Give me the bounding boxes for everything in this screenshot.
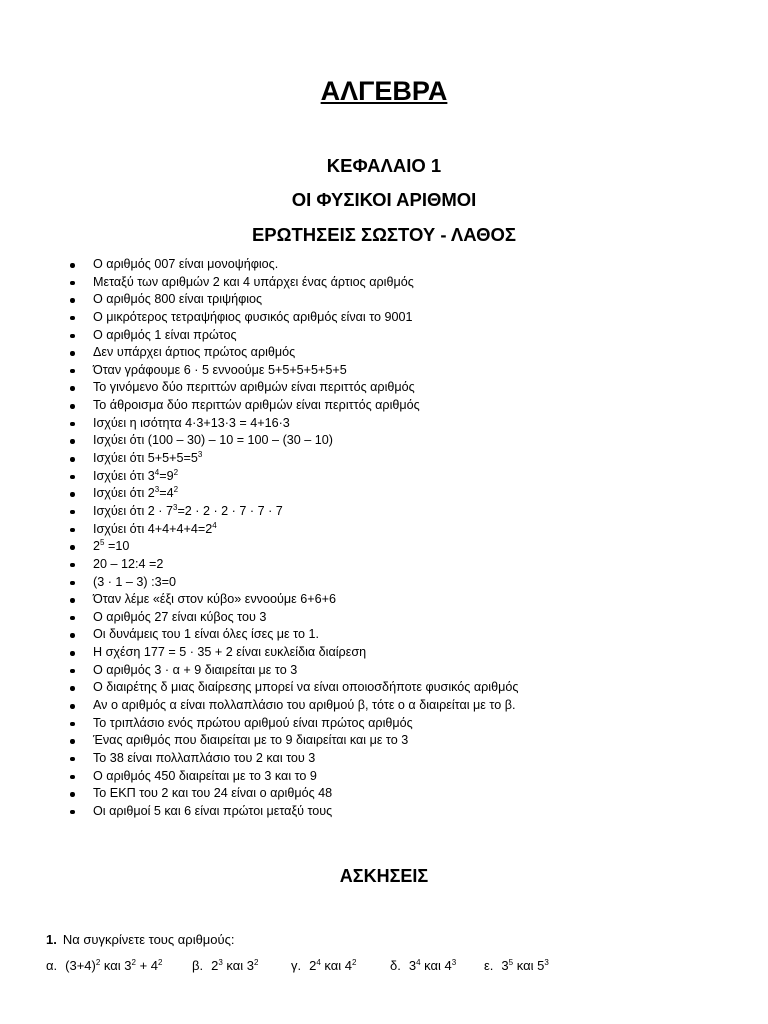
option-text: 3 [501, 958, 509, 973]
option-exponent: 3 [451, 958, 457, 967]
option-text: και 5 [513, 958, 545, 973]
bullet-icon [70, 475, 75, 480]
statement-exponent: 3 [172, 502, 178, 512]
statement-item [70, 291, 750, 309]
bullet-icon [70, 616, 75, 621]
bullet-icon [70, 492, 75, 497]
statement-text: Το τριπλάσιο ενός πρώτου αριθμού είναι πρώτος αριθμός [93, 715, 413, 730]
bullet-icon [70, 369, 75, 374]
statement-exponent: 2 [173, 467, 179, 477]
statement-item [70, 574, 750, 592]
exercise-option [46, 958, 162, 973]
exercise-option [390, 958, 456, 973]
option-label: ε. [484, 958, 494, 973]
statement-item [70, 803, 750, 821]
option-text: και 3 [100, 958, 132, 973]
bullet-icon [70, 563, 75, 568]
bullet-icon [70, 386, 75, 391]
bullet-icon [70, 775, 75, 780]
statement-text: Ισχύει ότι 4+4+4+4=2 [93, 521, 213, 536]
bullet-icon [70, 422, 75, 427]
statement-text: Ο διαιρέτης δ μιας διαίρεσης μπορεί να είναι οποιοσδήποτε φυσικός αριθμός [93, 680, 519, 695]
chapter-heading: ΚΕΦΑΛΑΙΟ 1 [326, 155, 442, 176]
statement-text: Το άθροισμα δύο περιττών αριθμών είναι περιττός αριθμός [93, 398, 420, 413]
statement-item [70, 697, 750, 715]
statement-item [70, 485, 750, 503]
option-text: 2 [309, 958, 317, 973]
option-label: γ. [291, 958, 302, 973]
statement-text: Οι αριθμοί 5 και 6 είναι πρώτοι μεταξύ τους [93, 803, 333, 818]
option-text: 3 [408, 958, 417, 973]
statement-text: Ισχύει ότι 3 [93, 468, 155, 483]
statement-text: (3 · 1 – 3) :3=0 [93, 574, 176, 589]
option-text: και 4 [420, 958, 452, 973]
statement-item [70, 750, 750, 768]
statement-text: 2 [93, 539, 101, 554]
statement-item [70, 362, 750, 380]
statement-item [70, 503, 750, 521]
statement-text: Ο αριθμός 3 · α + 9 διαιρείται με το 3 [93, 662, 298, 677]
statement-text: Το γινόμενο δύο περιττών αριθμών είναι περιττός αριθμός [93, 380, 415, 395]
statement-item [70, 432, 750, 450]
option-exponent: 2 [95, 958, 101, 967]
statement-text: Ο αριθμός 27 είναι κύβος του 3 [93, 609, 267, 624]
exercise-1-prompt [46, 932, 235, 947]
statement-item [70, 327, 750, 345]
statement-text: Όταν γράφουμε 6 · 5 εννοούμε 5+5+5+5+5+5 [93, 362, 347, 377]
option-label: β. [192, 958, 204, 973]
statement-item [70, 344, 750, 362]
true-false-statements-list [70, 256, 750, 821]
bullet-icon [70, 545, 75, 550]
option-exponent: 2 [131, 958, 136, 967]
bullet-icon [70, 298, 75, 303]
statement-item [70, 556, 750, 574]
statement-item [70, 591, 750, 609]
exercise-1-options [46, 958, 746, 978]
statement-exponent: 2 [173, 485, 179, 495]
statement-text: Ο αριθμός 800 είναι τριψήφιος [93, 292, 263, 307]
statement-item [70, 521, 750, 539]
statement-text: Ισχύει ότι 5+5+5=5 [93, 451, 198, 466]
statement-item [70, 379, 750, 397]
statement-exponent: 4 [212, 520, 217, 530]
option-exponent: 3 [218, 958, 223, 967]
option-exponent: 2 [253, 958, 259, 967]
option-exponent: 4 [416, 958, 421, 967]
option-label: α. [46, 958, 58, 973]
statement-item [70, 679, 750, 697]
bullet-icon [70, 651, 75, 656]
option-text: (3+4) [65, 958, 96, 973]
bullet-icon [70, 739, 75, 744]
bullet-icon [70, 581, 75, 586]
option-exponent: 2 [158, 958, 163, 967]
statement-text: Ένας αριθμός που διαιρείται με το 9 διαιρείται και με το 3 [93, 733, 409, 748]
exercise-option [291, 958, 356, 973]
statement-text: =4 [159, 486, 174, 501]
statement-text: Το ΕΚΠ του 2 και του 24 είναι ο αριθμός 48 [93, 786, 333, 801]
option-exponent: 2 [352, 958, 357, 967]
statement-item [70, 732, 750, 750]
bullet-icon [70, 633, 75, 638]
statement-item [70, 715, 750, 733]
statement-text: Ισχύει ότι 2 [93, 486, 155, 501]
option-text: και 3 [222, 958, 254, 973]
bullet-icon [70, 757, 75, 762]
bullet-icon [70, 598, 75, 603]
bullet-icon [70, 686, 75, 691]
statement-text: Δεν υπάρχει άρτιος πρώτος αριθμός [93, 345, 296, 360]
statement-exponent: 3 [197, 450, 203, 460]
statement-item [70, 397, 750, 415]
statement-exponent: 5 [100, 538, 105, 548]
bullet-icon [70, 528, 75, 533]
bullet-icon [70, 669, 75, 674]
bullet-icon [70, 510, 75, 515]
option-text: και 4 [320, 958, 353, 973]
statement-item [70, 256, 750, 274]
bullet-icon [70, 316, 75, 321]
statement-exponent: 3 [154, 485, 160, 495]
statement-text: Ισχύει ότι 2 · 7 [93, 503, 173, 518]
statement-item [70, 415, 750, 433]
bullet-icon [70, 263, 75, 268]
bullet-icon [70, 351, 75, 356]
statement-text: Ο αριθμός 450 διαιρείται με το 3 και το 9 [93, 768, 317, 783]
option-text: 2 [211, 958, 219, 973]
chapter-subject-heading: ΟΙ ΦΥΣΙΚΟΙ ΑΡΙΘΜΟΙ [291, 189, 477, 210]
statement-item [70, 662, 750, 680]
statement-item [70, 538, 750, 556]
statement-item [70, 468, 750, 486]
bullet-icon [70, 704, 75, 709]
statement-item [70, 768, 750, 786]
exercise-prompt-text: Να συγκρίνετε τους αριθμούς: [62, 932, 235, 947]
statement-text: Ισχύει ότι (100 – 30) – 10 = 100 – (30 – 10) [93, 433, 333, 448]
exercise-number: 1. [46, 932, 57, 947]
bullet-icon [70, 439, 75, 444]
statement-text: Η σχέση 177 = 5 · 35 + 2 είναι ευκλείδια διαίρεση [93, 645, 367, 660]
statement-text: =2 · 2 · 2 · 7 · 7 · 7 [177, 503, 283, 518]
exercises-heading: ΑΣΚΗΣΕΙΣ [339, 866, 429, 886]
statement-text: Μεταξύ των αριθμών 2 και 4 υπάρχει ένας άρτιος αριθμός [93, 274, 414, 289]
option-text: + 4 [135, 958, 159, 973]
bullet-icon [70, 792, 75, 797]
document-title: ΑΛΓΕΒΡΑ [320, 76, 448, 106]
bullet-icon [70, 810, 75, 815]
option-exponent: 3 [544, 958, 549, 967]
statement-item [70, 609, 750, 627]
bullet-icon [70, 457, 75, 462]
exercise-option [484, 958, 549, 973]
option-label: δ. [390, 958, 401, 973]
statement-text: 20 – 12:4 =2 [93, 556, 164, 571]
statement-item [70, 309, 750, 327]
option-exponent: 5 [508, 958, 514, 967]
section-heading: ΕΡΩΤΗΣΕΙΣ ΣΩΣΤΟΥ - ΛΑΘΟΣ [251, 224, 517, 245]
statement-text: Το 38 είναι πολλαπλάσιο του 2 και του 3 [93, 750, 316, 765]
statement-item [70, 450, 750, 468]
statement-item [70, 274, 750, 292]
bullet-icon [70, 404, 75, 409]
statement-text: Αν ο αριθμός α είναι πολλαπλάσιο του αριθμού β, τότε ο α διαιρείται με το β. [93, 698, 516, 713]
statement-item [70, 626, 750, 644]
statement-text: =10 [104, 539, 130, 554]
statement-item [70, 785, 750, 803]
statement-text: Όταν λέμε «έξι στον κύβο» εννοούμε 6+6+6 [93, 592, 336, 607]
statement-text: =9 [159, 468, 174, 483]
statement-text: Ο αριθμός 1 είναι πρώτος [93, 327, 237, 342]
exercise-option [192, 958, 258, 973]
statement-text: Ο αριθμός 007 είναι μονοψήφιος. [93, 257, 279, 271]
bullet-icon [70, 334, 75, 339]
bullet-icon [70, 281, 75, 286]
option-exponent: 4 [316, 958, 321, 967]
statement-text: Οι δυνάμεις του 1 είναι όλες ίσες με το 1. [93, 627, 319, 642]
bullet-icon [70, 722, 75, 727]
statement-exponent: 4 [154, 467, 160, 477]
statement-item [70, 644, 750, 662]
statement-text: Ο μικρότερος τετραψήφιος φυσικός αριθμός είναι το 9001 [93, 309, 413, 324]
statement-text: Ισχύει η ισότητα 4·3+13·3 = 4+16·3 [93, 415, 290, 430]
